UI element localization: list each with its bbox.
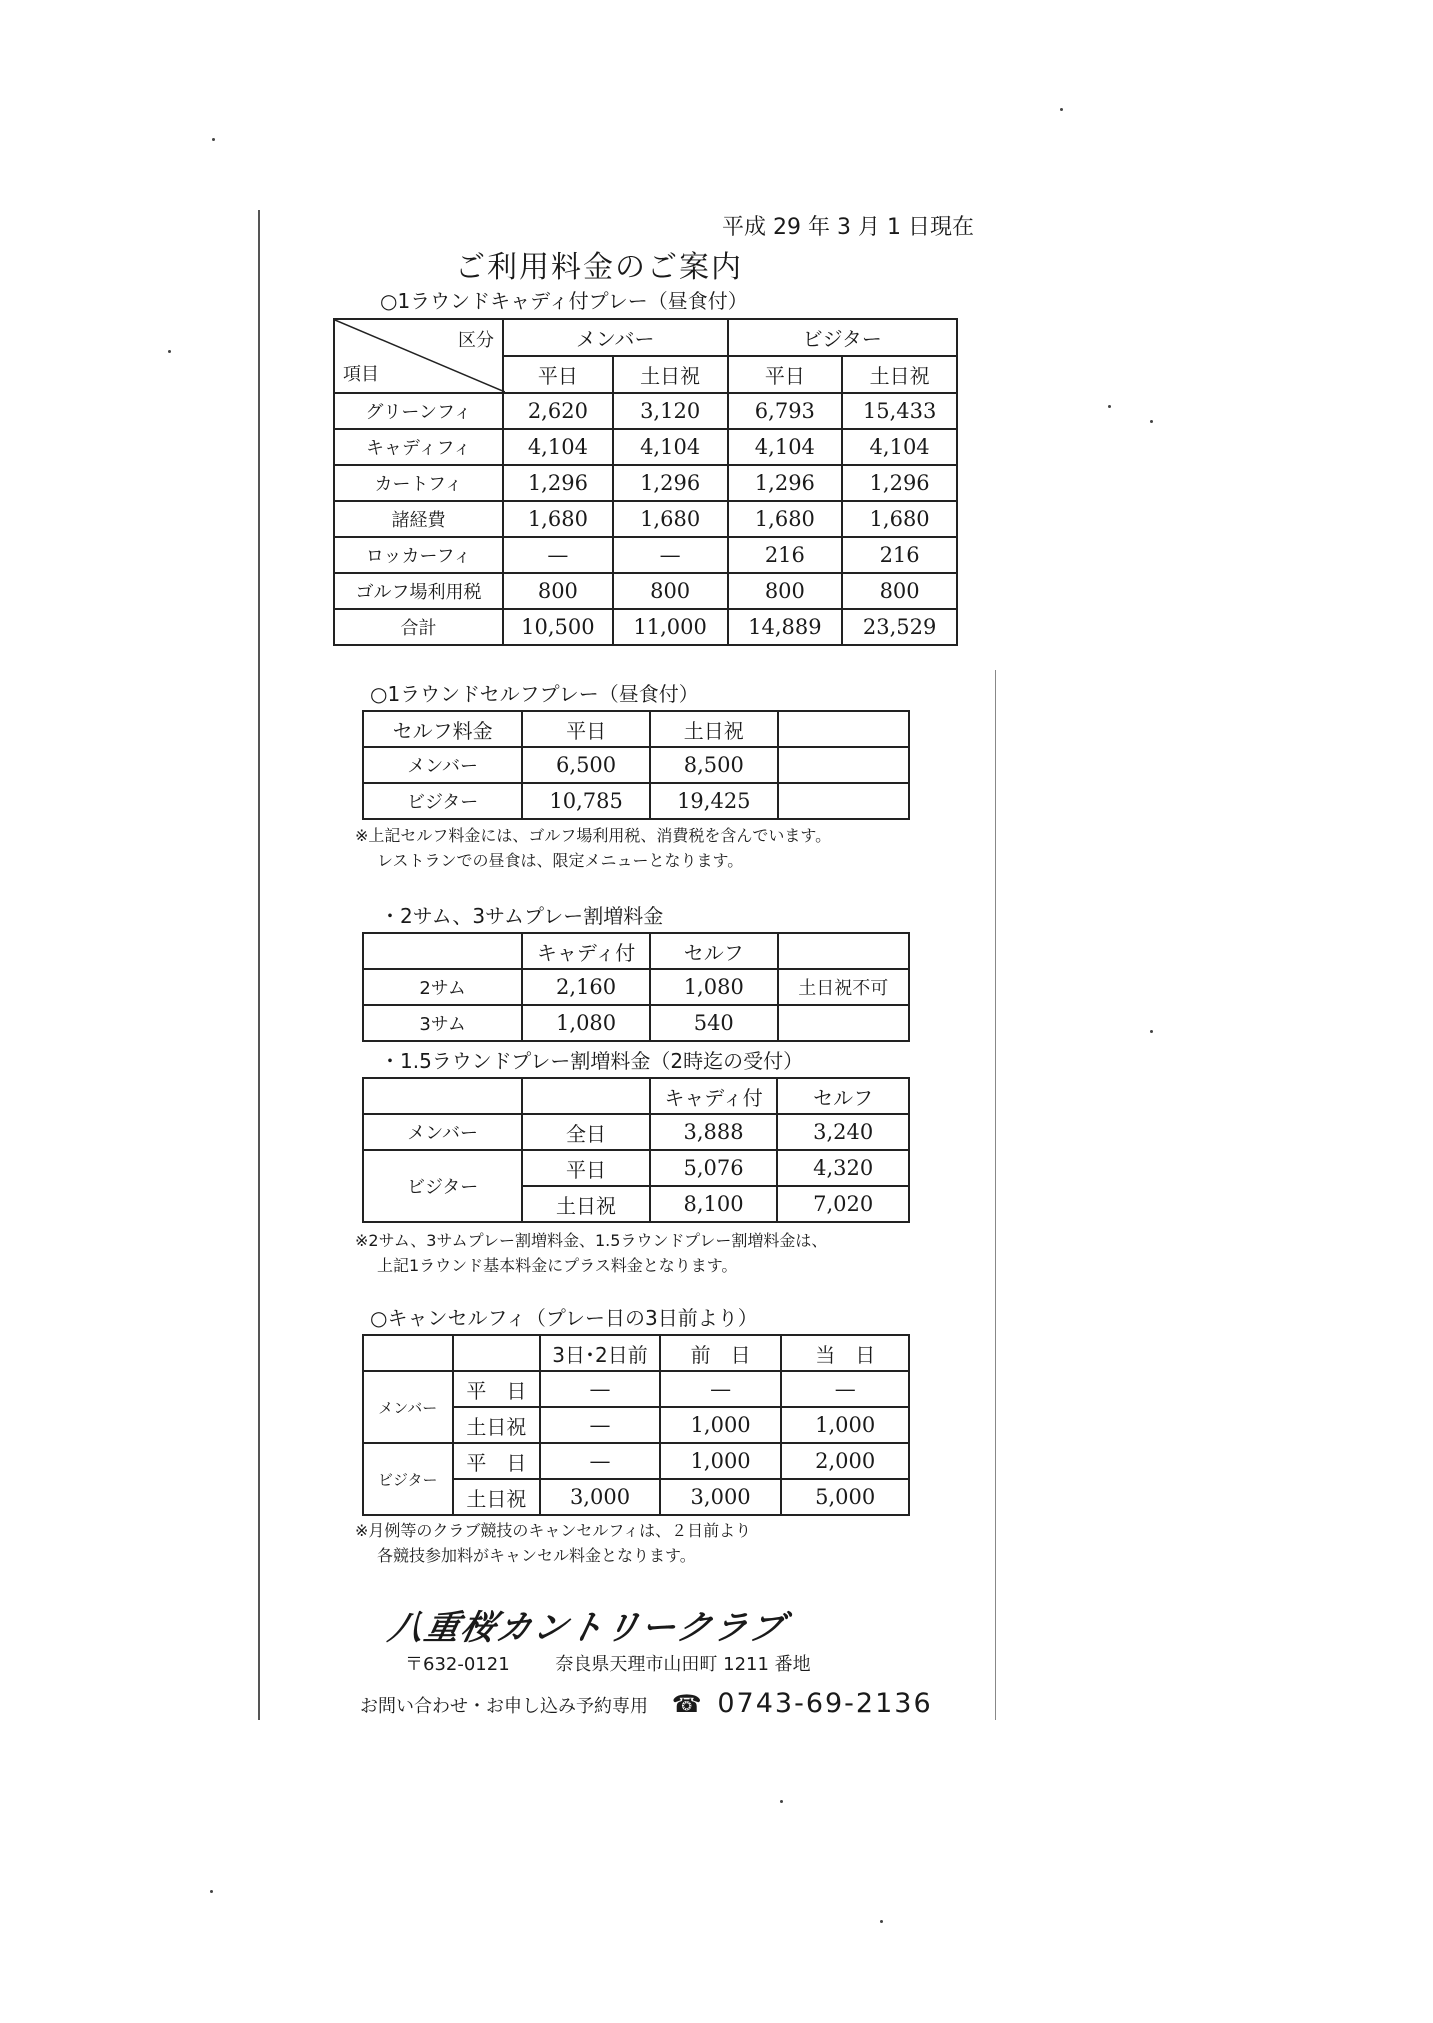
fee-cell: 1,000: [660, 1443, 782, 1479]
scan-speck: [780, 1800, 783, 1803]
table-row: [334, 537, 957, 573]
fee-cell: 800: [613, 573, 728, 609]
day-label: 土日祝: [453, 1479, 541, 1515]
section3-heading: ・2サム、3サムプレー割増料金: [380, 904, 664, 928]
day-label: 平日: [522, 1150, 649, 1186]
fee-cell: 10,500: [503, 609, 613, 645]
fee-cell: 14,889: [728, 609, 843, 645]
fee-cell: 540: [650, 1005, 778, 1041]
table-header: [778, 711, 909, 747]
table-header: [453, 1335, 541, 1371]
fee-cell: 1,000: [660, 1407, 782, 1443]
fee-cell: 8,500: [650, 747, 778, 783]
fee-cell: 11,000: [613, 609, 728, 645]
row-label: キャディフィ: [334, 429, 503, 465]
scan-speck: [1108, 405, 1111, 408]
section2-heading: ○1ラウンドセルフプレー（昼食付）: [370, 682, 699, 706]
group-header-member: メンバー: [503, 319, 728, 356]
fee-cell: 6,500: [522, 747, 650, 783]
fee-cell: 800: [503, 573, 613, 609]
fee-cell: [778, 783, 909, 819]
fee-cell: 1,080: [650, 969, 778, 1005]
fee-cell: 1,680: [728, 501, 843, 537]
self-fee-note-1: ※上記セルフ料金には、ゴルフ場利用税、消費税を含んでいます。: [355, 826, 832, 845]
day-label: 平 日: [453, 1371, 541, 1407]
fee-cell: 1,000: [781, 1407, 909, 1443]
table-header: キャディ付: [650, 1078, 778, 1114]
subheader: 平日: [503, 356, 613, 393]
fee-cell: 3,000: [660, 1479, 782, 1515]
cancel-fee-table: [362, 1334, 910, 1516]
table-row: [334, 429, 957, 465]
table-row: [363, 1371, 909, 1407]
scan-speck: [168, 350, 171, 353]
cancel-fee-note-2: 各競技参加料がキャンセル料金となります。: [377, 1546, 696, 1565]
fee-cell: —: [613, 537, 728, 573]
address: 奈良県天理市山田町 1211 番地: [555, 1654, 811, 1675]
self-fee-note-2: レストランでの昼食は、限定メニューとなります。: [377, 851, 744, 870]
fee-cell: —: [540, 1443, 660, 1479]
address-line: [405, 1650, 811, 1676]
table-header: [363, 933, 522, 969]
fee-cell: 3,240: [777, 1114, 909, 1150]
table-row: [363, 783, 909, 819]
table-row: [363, 969, 909, 1005]
table-header: 前 日: [660, 1335, 782, 1371]
table-row: [334, 465, 957, 501]
fee-cell: —: [503, 537, 613, 573]
row-label: メンバー: [363, 747, 522, 783]
corner-top-label: 区分: [458, 330, 494, 351]
fee-cell: 1,680: [613, 501, 728, 537]
telephone-icon: ☎: [671, 1690, 702, 1718]
fee-cell: 3,888: [650, 1114, 778, 1150]
phone-number: 0743-69-2136: [717, 1688, 933, 1719]
surcharge-note-2: 上記1ラウンド基本料金にプラス料金となります。: [377, 1256, 738, 1275]
fee-cell: 3,000: [540, 1479, 660, 1515]
day-label: 全日: [522, 1114, 649, 1150]
contact-label: お問い合わせ・お申し込み予約専用: [360, 1696, 648, 1717]
row-label: メンバー: [363, 1114, 522, 1150]
postal-code: 〒632-0121: [405, 1654, 510, 1675]
section4-heading: ・1.5ラウンドプレー割増料金（2時迄の受付）: [380, 1049, 804, 1073]
scan-speck: [1060, 108, 1063, 111]
table-header: セルフ: [650, 933, 778, 969]
club-logo: 八重桜カントリークラブ: [385, 1608, 790, 1648]
page-title: ご利用料金のご案内: [455, 250, 743, 285]
surcharge-note-1: ※2サム、3サムプレー割増料金、1.5ラウンドプレー割増料金は、: [355, 1231, 828, 1250]
corner-bottom-label: 項目: [343, 364, 379, 385]
fee-cell: 10,785: [522, 783, 650, 819]
fee-cell: 1,680: [503, 501, 613, 537]
table-header: [778, 933, 909, 969]
row-label: 合計: [334, 609, 503, 645]
fee-cell: 1,296: [728, 465, 843, 501]
fee-cell: —: [540, 1407, 660, 1443]
note-cell: 土日祝不可: [778, 969, 909, 1005]
subheader: 土日祝: [842, 356, 957, 393]
fee-cell: 4,104: [842, 429, 957, 465]
table-row: [363, 747, 909, 783]
section5-heading: ○キャンセルフィ（プレー日の3日前より）: [370, 1306, 758, 1330]
group-header-visitor: ビジター: [728, 319, 958, 356]
effective-date: 平成 29 年 3 月 1 日現在: [722, 215, 974, 240]
table-header: [522, 1078, 649, 1114]
row-label: メンバー: [363, 1371, 453, 1443]
row-label: 3サム: [363, 1005, 522, 1041]
fee-cell: 4,104: [728, 429, 843, 465]
table-header: セルフ料金: [363, 711, 522, 747]
fee-cell: 1,296: [613, 465, 728, 501]
right-margin-line: [995, 670, 996, 1720]
day-label: 平 日: [453, 1443, 541, 1479]
cancel-fee-note-1: ※月例等のクラブ競技のキャンセルフィは、２日前より: [355, 1521, 752, 1540]
fee-cell: 6,793: [728, 393, 843, 429]
row-label: 2サム: [363, 969, 522, 1005]
table-row: [334, 501, 957, 537]
fee-cell: 1,080: [522, 1005, 650, 1041]
contact-line: [360, 1688, 933, 1719]
row-label: ビジター: [363, 783, 522, 819]
fee-cell: 8,100: [650, 1186, 778, 1222]
row-label: 諸経費: [334, 501, 503, 537]
fee-cell: 5,000: [781, 1479, 909, 1515]
scan-speck: [1150, 420, 1153, 423]
day-label: 土日祝: [522, 1186, 649, 1222]
fee-cell: 2,000: [781, 1443, 909, 1479]
table-row: [363, 1150, 909, 1186]
row-label: グリーンフィ: [334, 393, 503, 429]
fee-cell: 216: [842, 537, 957, 573]
day-label: 土日祝: [453, 1407, 541, 1443]
row-label: カートフィ: [334, 465, 503, 501]
fee-cell: —: [781, 1371, 909, 1407]
scan-speck: [1150, 1030, 1153, 1033]
fee-cell: 23,529: [842, 609, 957, 645]
table-header: [363, 1078, 522, 1114]
fee-cell: 800: [728, 573, 843, 609]
note-cell: [778, 1005, 909, 1041]
table-row: [363, 1114, 909, 1150]
table-header: セルフ: [777, 1078, 909, 1114]
table-header: [363, 1335, 453, 1371]
scan-speck: [880, 1920, 883, 1923]
fee-cell: 19,425: [650, 783, 778, 819]
fee-cell: [778, 747, 909, 783]
table-row-total: [334, 609, 957, 645]
fee-cell: 2,620: [503, 393, 613, 429]
table-row: [363, 1443, 909, 1479]
subheader: 平日: [728, 356, 843, 393]
fee-cell: 5,076: [650, 1150, 778, 1186]
left-margin-line: [258, 210, 260, 1720]
row-label: ビジター: [363, 1443, 453, 1515]
self-play-fee-table: [362, 710, 910, 820]
fee-cell: 216: [728, 537, 843, 573]
row-label: ゴルフ場利用税: [334, 573, 503, 609]
two-three-some-surcharge-table: [362, 932, 910, 1042]
fee-cell: 15,433: [842, 393, 957, 429]
fee-cell: 1,296: [842, 465, 957, 501]
table-header: 平日: [522, 711, 650, 747]
table-row: [363, 1005, 909, 1041]
corner-cell: [334, 319, 503, 393]
scan-speck: [212, 138, 215, 141]
scan-speck: [210, 1890, 213, 1893]
fee-cell: 4,104: [503, 429, 613, 465]
caddie-play-fee-table: [333, 318, 958, 646]
table-header: キャディ付: [522, 933, 650, 969]
fee-cell: 3,120: [613, 393, 728, 429]
fee-cell: 1,296: [503, 465, 613, 501]
one-and-half-round-surcharge-table: [362, 1077, 910, 1223]
fee-cell: —: [660, 1371, 782, 1407]
section1-heading: ○1ラウンドキャディ付プレー（昼食付）: [380, 289, 748, 313]
table-row: [334, 393, 957, 429]
subheader: 土日祝: [613, 356, 728, 393]
row-label: ビジター: [363, 1150, 522, 1222]
table-header: 3日･2日前: [540, 1335, 660, 1371]
fee-cell: 2,160: [522, 969, 650, 1005]
fee-cell: 800: [842, 573, 957, 609]
fee-cell: 1,680: [842, 501, 957, 537]
fee-cell: 4,320: [777, 1150, 909, 1186]
fee-cell: 4,104: [613, 429, 728, 465]
fee-cell: 7,020: [777, 1186, 909, 1222]
table-header: 当 日: [781, 1335, 909, 1371]
table-row: [334, 573, 957, 609]
row-label: ロッカーフィ: [334, 537, 503, 573]
fee-cell: —: [540, 1371, 660, 1407]
table-header: 土日祝: [650, 711, 778, 747]
